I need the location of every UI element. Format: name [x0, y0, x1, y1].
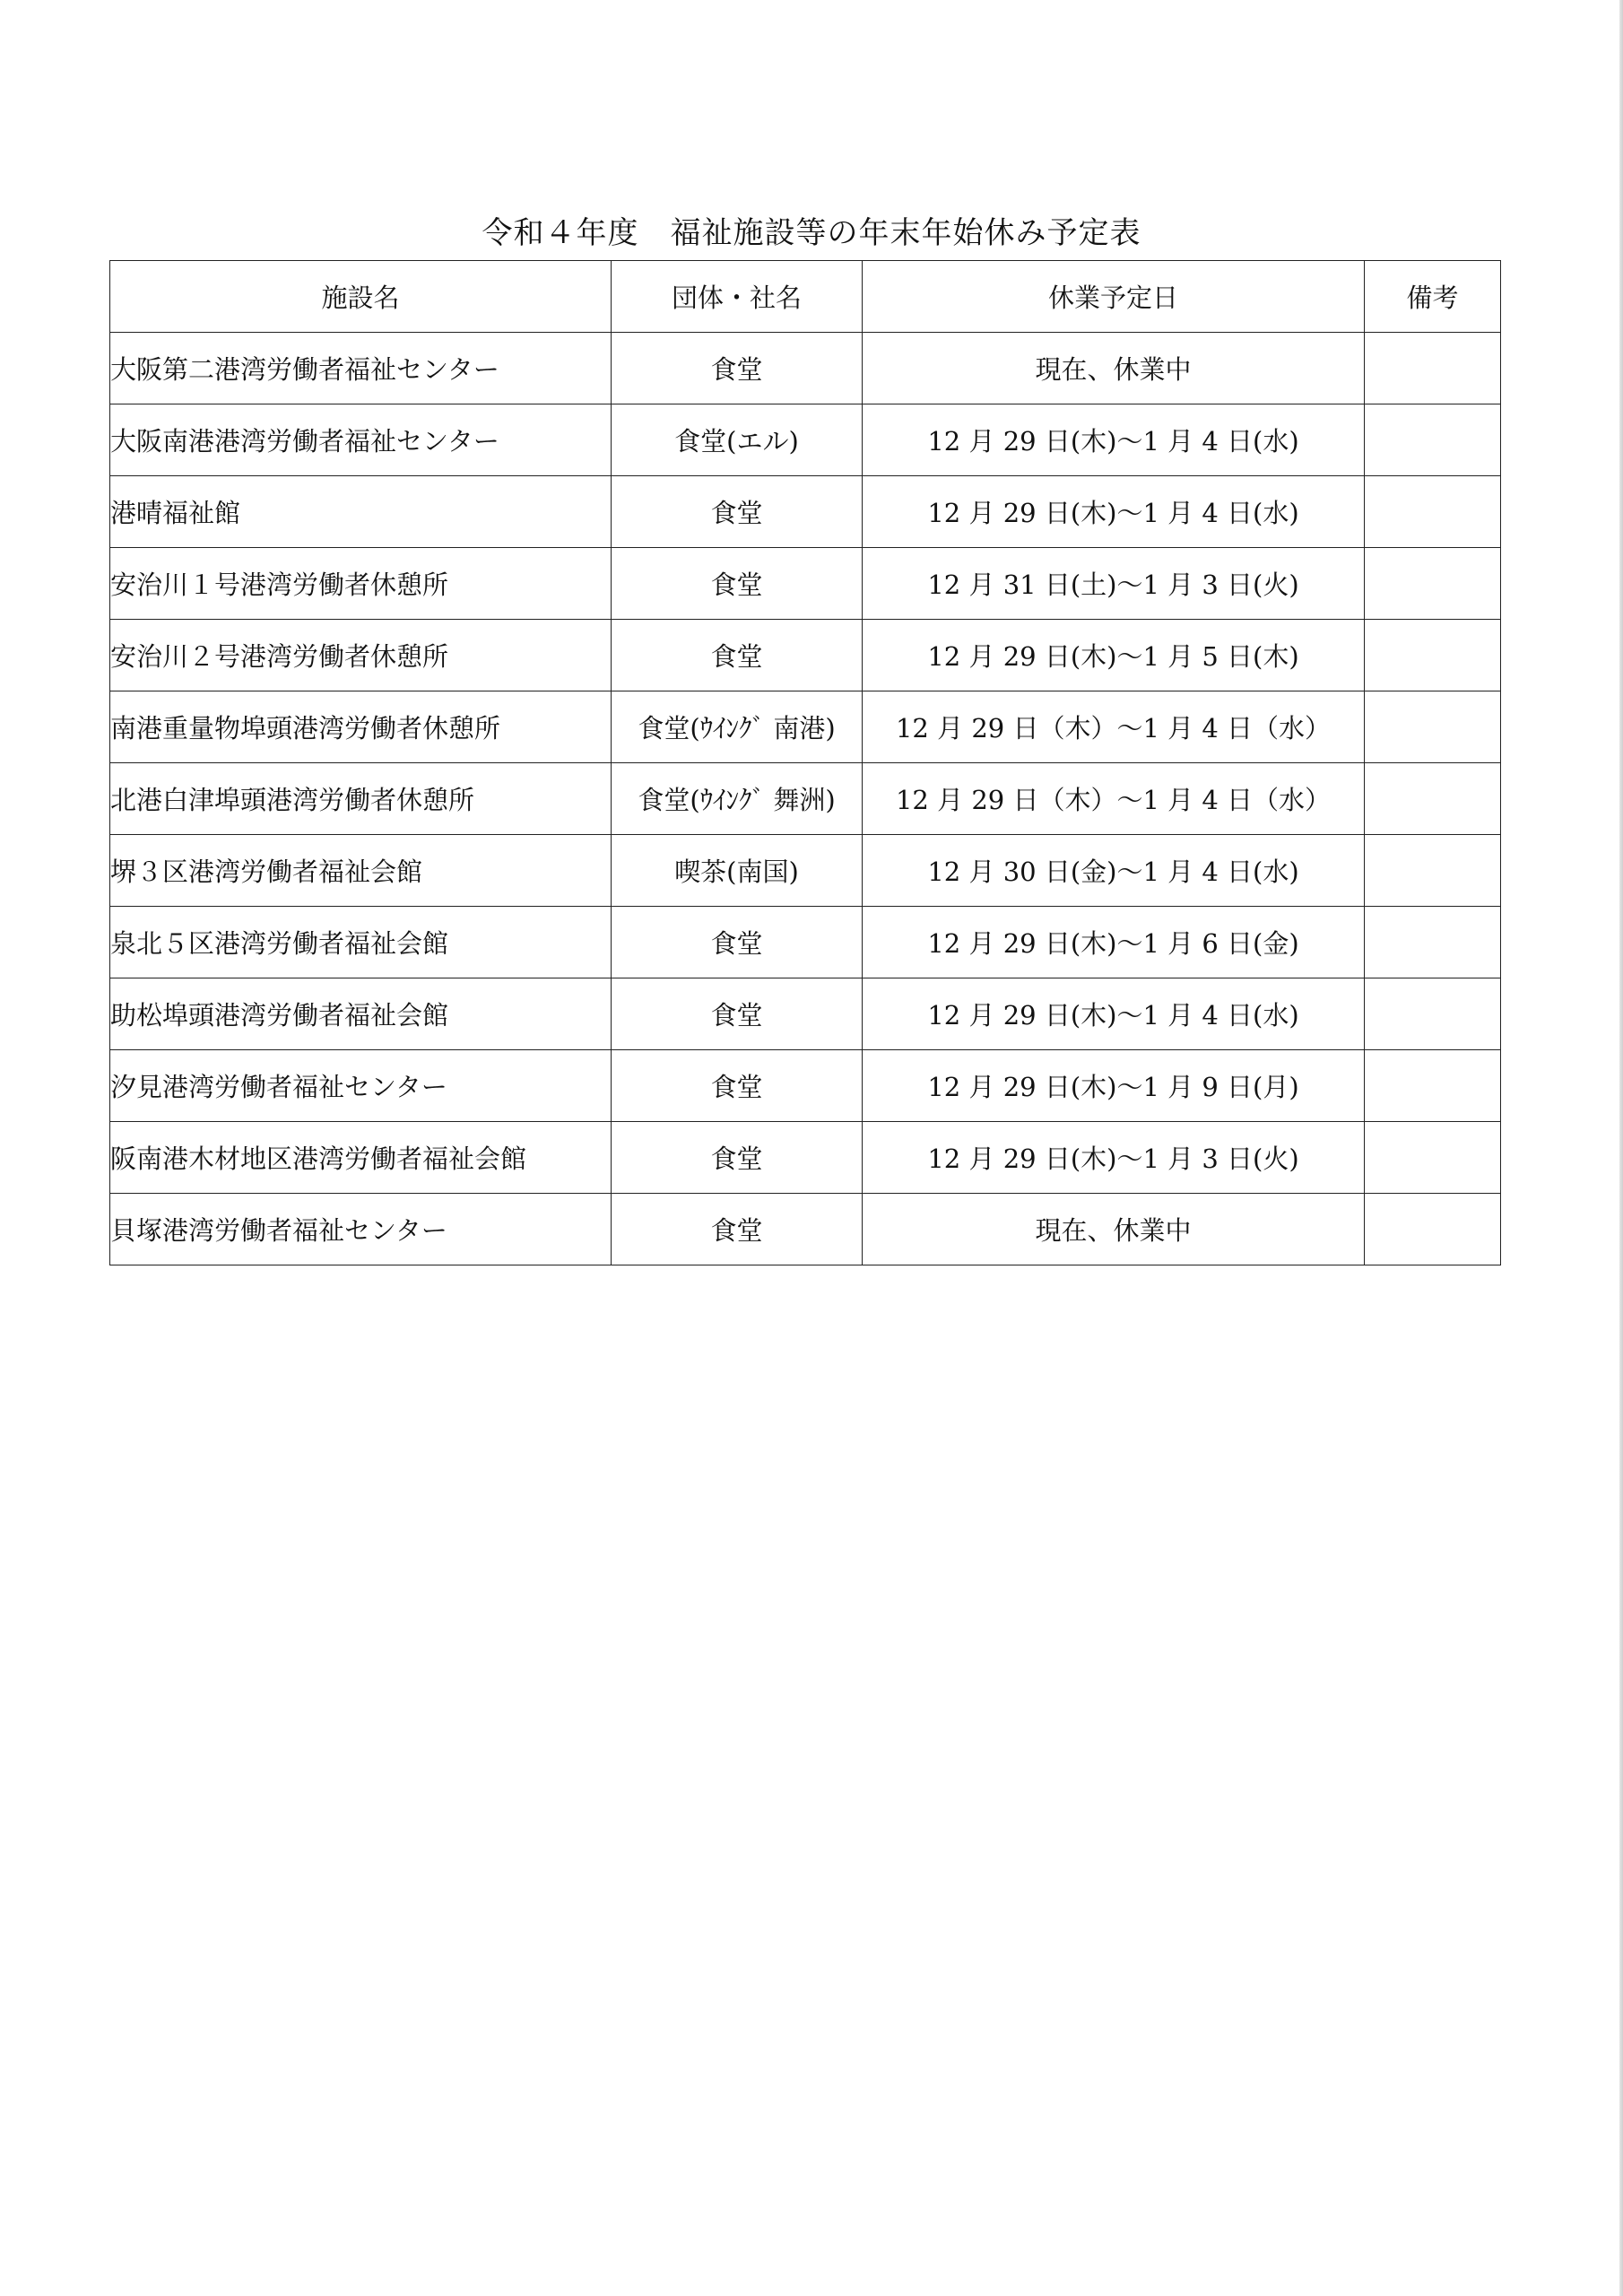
closure-dates-cell: 12 月 29 日(木)～1 月 6 日(金): [863, 907, 1365, 978]
table-row: [110, 763, 1501, 835]
closure-dates-cell: 12 月 29 日（木）～1 月 4 日（水）: [863, 691, 1365, 763]
organization-cell: 食堂: [612, 1050, 863, 1122]
remarks-cell: [1365, 978, 1501, 1050]
header-closure-dates: 休業予定日: [863, 261, 1365, 333]
holiday-schedule-table: [109, 260, 1501, 1265]
facility-cell: 大阪南港港湾労働者福祉センター: [110, 404, 612, 476]
organization-cell: 喫茶(南国): [612, 835, 863, 907]
table-header: [110, 261, 1501, 333]
facility-cell: 貝塚港湾労働者福祉センター: [110, 1194, 612, 1265]
closure-dates-cell: 12 月 29 日（木）～1 月 4 日（水）: [863, 763, 1365, 835]
table-body: [110, 333, 1501, 1265]
facility-cell: 汐見港湾労働者福祉センター: [110, 1050, 612, 1122]
closure-dates-cell: 12 月 29 日(木)～1 月 4 日(水): [863, 978, 1365, 1050]
facility-cell: 安治川１号港湾労働者休憩所: [110, 548, 612, 620]
table-row: [110, 907, 1501, 978]
organization-cell: 食堂(エル): [612, 404, 863, 476]
table-row: [110, 835, 1501, 907]
organization-cell: 食堂: [612, 907, 863, 978]
organization-cell: 食堂: [612, 333, 863, 404]
table-row: [110, 620, 1501, 691]
remarks-cell: [1365, 1194, 1501, 1265]
closure-dates-cell: 12 月 31 日(土)～1 月 3 日(火): [863, 548, 1365, 620]
table-row: [110, 978, 1501, 1050]
facility-cell: 南港重量物埠頭港湾労働者休憩所: [110, 691, 612, 763]
organization-cell: 食堂: [612, 1194, 863, 1265]
remarks-cell: [1365, 404, 1501, 476]
document-title: 令和４年度 福祉施設等の年末年始休み予定表: [482, 215, 1141, 251]
remarks-cell: [1365, 1050, 1501, 1122]
organization-cell: 食堂: [612, 548, 863, 620]
closure-dates-cell: 12 月 30 日(金)～1 月 4 日(水): [863, 835, 1365, 907]
table-row: [110, 548, 1501, 620]
facility-cell: 阪南港木材地区港湾労働者福祉会館: [110, 1122, 612, 1194]
table-row: [110, 1122, 1501, 1194]
facility-cell: 北港白津埠頭港湾労働者休憩所: [110, 763, 612, 835]
facility-cell: 泉北５区港湾労働者福祉会館: [110, 907, 612, 978]
table-row: [110, 1050, 1501, 1122]
table-row: [110, 333, 1501, 404]
closure-dates-cell: 12 月 29 日(木)～1 月 9 日(月): [863, 1050, 1365, 1122]
remarks-cell: [1365, 333, 1501, 404]
table-row: [110, 404, 1501, 476]
remarks-cell: [1365, 476, 1501, 548]
closure-dates-cell: 現在、休業中: [863, 1194, 1365, 1265]
remarks-cell: [1365, 763, 1501, 835]
organization-cell: 食堂(ｳｲﾝｸﾞ 舞洲): [612, 763, 863, 835]
facility-cell: 助松埠頭港湾労働者福祉会館: [110, 978, 612, 1050]
remarks-cell: [1365, 835, 1501, 907]
closure-dates-cell: 現在、休業中: [863, 333, 1365, 404]
closure-dates-cell: 12 月 29 日(木)～1 月 4 日(水): [863, 476, 1365, 548]
table-row: [110, 1194, 1501, 1265]
closure-dates-cell: 12 月 29 日(木)～1 月 3 日(火): [863, 1122, 1365, 1194]
organization-cell: 食堂(ｳｲﾝｸﾞ 南港): [612, 691, 863, 763]
organization-cell: 食堂: [612, 476, 863, 548]
header-facility: 施設名: [110, 261, 612, 333]
header-row: [110, 261, 1501, 333]
table-row: [110, 691, 1501, 763]
remarks-cell: [1365, 620, 1501, 691]
remarks-cell: [1365, 548, 1501, 620]
facility-cell: 堺３区港湾労働者福祉会館: [110, 835, 612, 907]
remarks-cell: [1365, 691, 1501, 763]
facility-cell: 港晴福祉館: [110, 476, 612, 548]
closure-dates-cell: 12 月 29 日(木)～1 月 5 日(木): [863, 620, 1365, 691]
organization-cell: 食堂: [612, 620, 863, 691]
scan-page-edge: [1619, 0, 1623, 2296]
table-row: [110, 476, 1501, 548]
remarks-cell: [1365, 1122, 1501, 1194]
remarks-cell: [1365, 907, 1501, 978]
facility-cell: 大阪第二港湾労働者福祉センター: [110, 333, 612, 404]
facility-cell: 安治川２号港湾労働者休憩所: [110, 620, 612, 691]
header-remarks: 備考: [1365, 261, 1501, 333]
organization-cell: 食堂: [612, 978, 863, 1050]
header-organization: 団体・社名: [612, 261, 863, 333]
closure-dates-cell: 12 月 29 日(木)～1 月 4 日(水): [863, 404, 1365, 476]
organization-cell: 食堂: [612, 1122, 863, 1194]
